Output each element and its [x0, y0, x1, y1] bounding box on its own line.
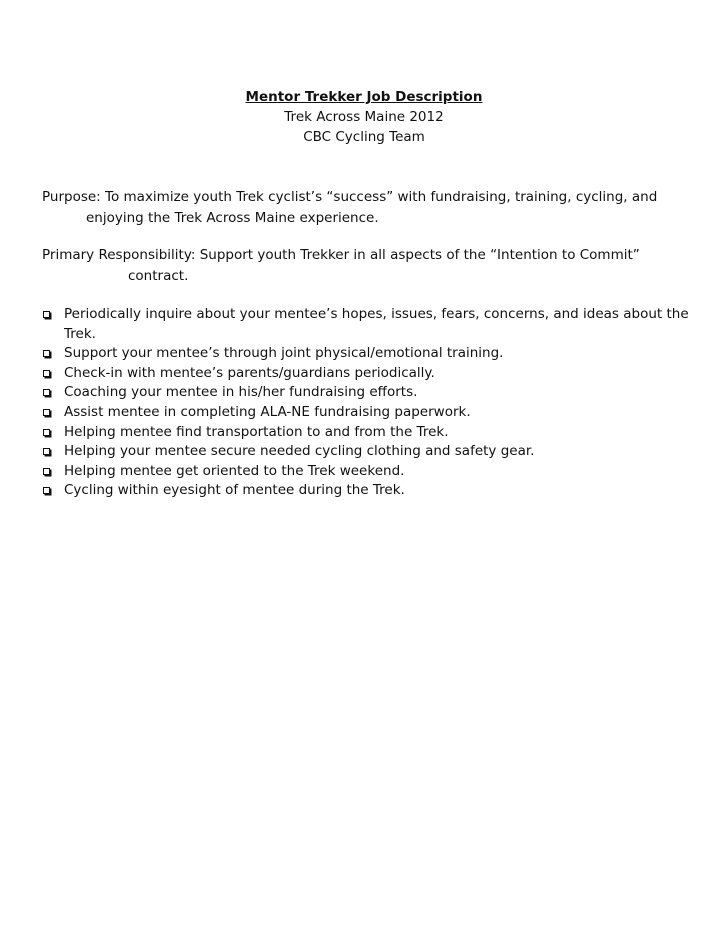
team-name: CBC Cycling Team	[303, 129, 425, 145]
list-item-text: Support your mentee’s through joint physical/emotional training.	[64, 345, 504, 362]
list-item	[42, 344, 702, 364]
document-header	[0, 87, 728, 147]
list-item	[42, 442, 702, 462]
checkbox-bullet-icon	[43, 409, 50, 416]
list-item-text: Cycling within eyesight of mentee during the Trek.	[64, 482, 405, 499]
list-item	[42, 383, 702, 403]
list-item	[42, 364, 702, 384]
primary-responsibility-line-2: contract.	[128, 268, 189, 284]
checkbox-bullet-icon	[43, 350, 50, 357]
checkbox-bullet-icon	[43, 487, 50, 494]
primary-responsibility-paragraph	[42, 245, 692, 287]
list-item-text: Helping mentee get oriented to the Trek weekend.	[64, 462, 405, 479]
document-title: Mentor Trekker Job Description	[245, 89, 483, 105]
duties-list	[42, 305, 702, 501]
list-item	[42, 305, 702, 344]
purpose-line-2: enjoying the Trek Across Maine experience.	[86, 210, 379, 226]
checkbox-bullet-icon	[43, 311, 50, 318]
list-item-text: Periodically inquire about your mentee’s hopes, issues, fears, concerns, and ideas about the Trek.	[64, 306, 689, 342]
list-item-text: Coaching your mentee in his/her fundraising efforts.	[64, 384, 418, 401]
list-item	[42, 462, 702, 482]
document-subtitle: Trek Across Maine 2012	[284, 109, 444, 125]
list-item-text: Helping your mentee secure needed cycling clothing and safety gear.	[64, 443, 535, 460]
primary-responsibility-line-1: Primary Responsibility: Support youth Trekker in all aspects of the “Intention to Commit”	[42, 247, 640, 263]
list-item-text: Assist mentee in completing ALA-NE fundraising paperwork.	[64, 403, 471, 420]
checkbox-bullet-icon	[43, 429, 50, 436]
checkbox-bullet-icon	[43, 370, 50, 377]
checkbox-bullet-icon	[43, 468, 50, 475]
purpose-line-1: Purpose: To maximize youth Trek cyclist’s “success” with fundraising, training, cycling, and	[42, 189, 658, 205]
checkbox-bullet-icon	[43, 389, 50, 396]
list-item	[42, 423, 702, 443]
list-item-text: Helping mentee find transportation to and from the Trek.	[64, 423, 449, 440]
list-item	[42, 403, 702, 423]
purpose-paragraph	[42, 187, 692, 229]
list-item-text: Check-in with mentee’s parents/guardians periodically.	[64, 364, 435, 381]
checkbox-bullet-icon	[43, 448, 50, 455]
list-item	[42, 481, 702, 501]
